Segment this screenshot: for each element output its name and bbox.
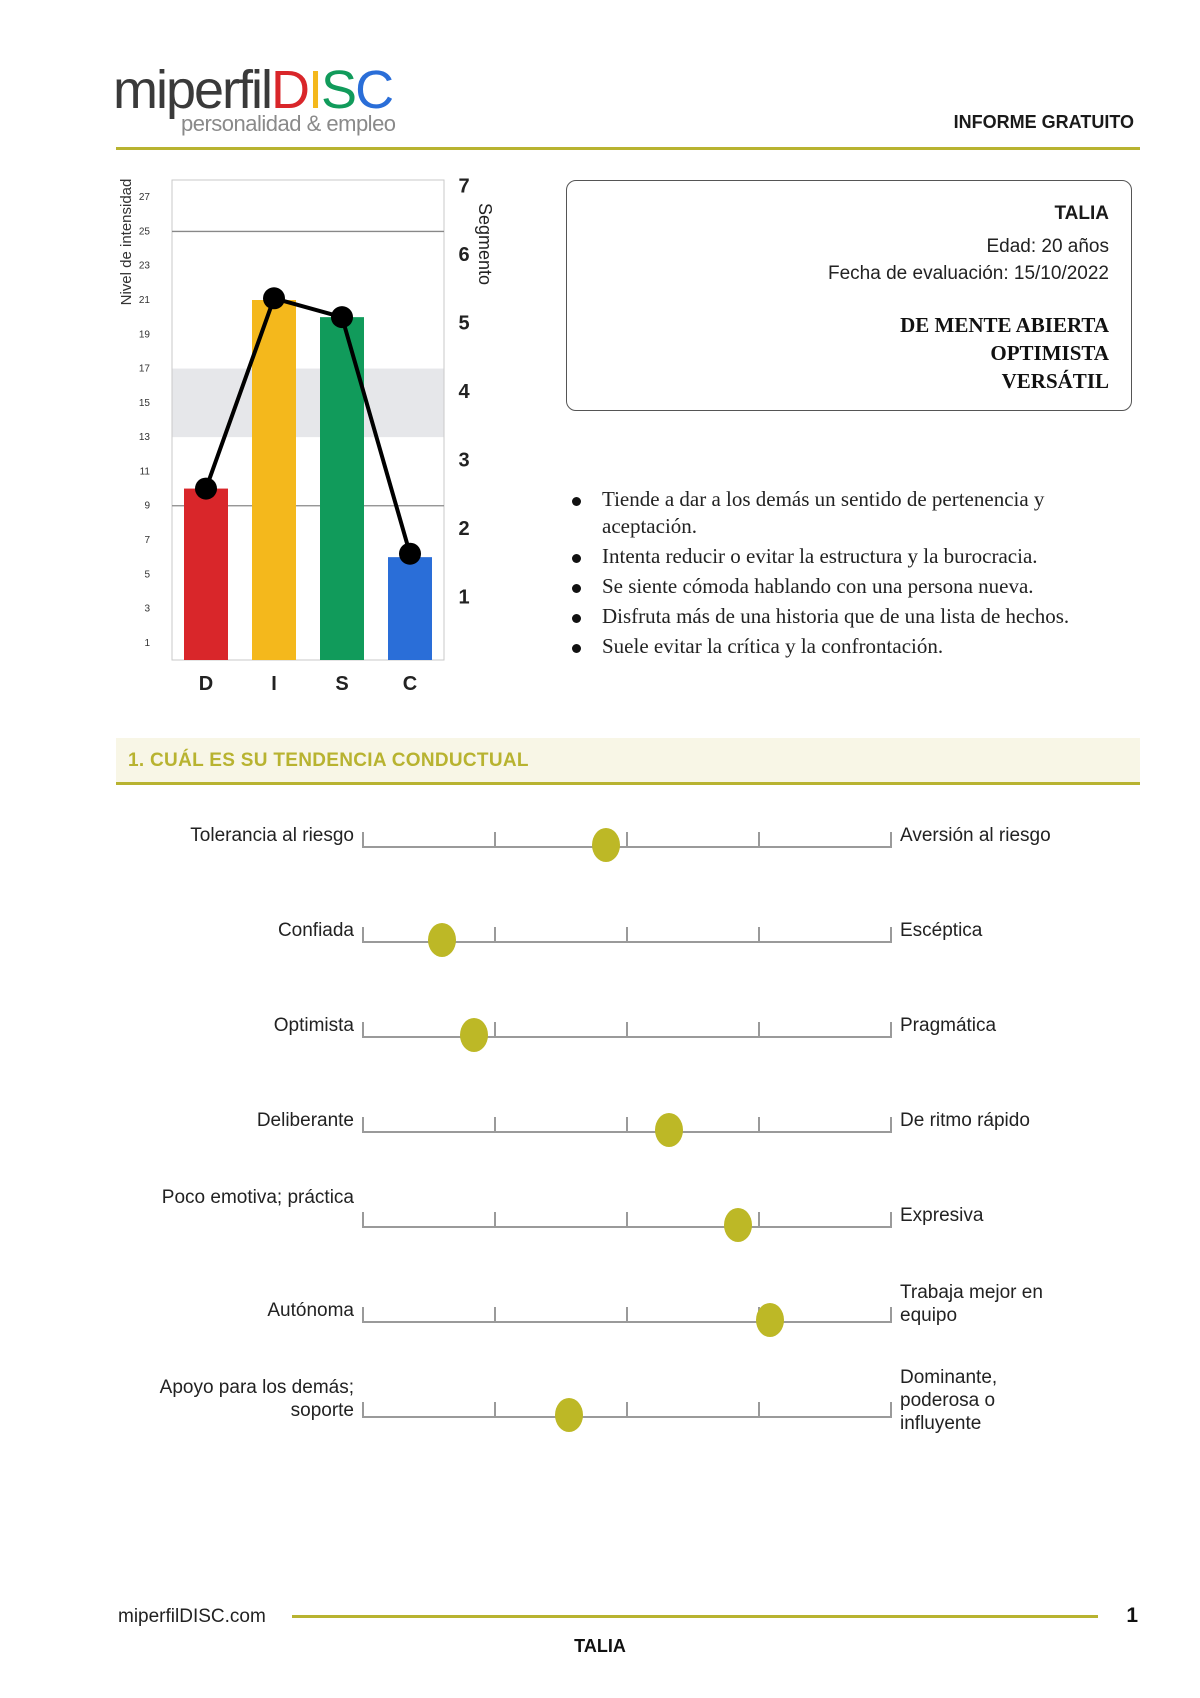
scale-right-label: Aversión al riesgo [900, 825, 1051, 846]
chart-segment-tick: 1 [458, 586, 470, 609]
section-divider [116, 782, 1140, 785]
scale-marker [756, 1303, 784, 1337]
scale-left-label: Tolerancia al riesgo [190, 825, 354, 846]
scale-right-label: Dominante, poderosa o influyente [900, 1367, 998, 1434]
brand-logo [113, 60, 413, 140]
scale-tick [758, 1402, 760, 1418]
chart-bar-d [184, 489, 228, 660]
scale-tick [362, 1307, 364, 1323]
scale-track [363, 828, 891, 848]
chart-bar-c [388, 557, 432, 660]
scale-tick [626, 927, 628, 943]
scale-tick [494, 1212, 496, 1228]
profile-name: TALIA [1054, 203, 1109, 224]
scale-tick [626, 1022, 628, 1038]
chart-y-tick: 17 [138, 363, 150, 375]
footer-name: TALIA [574, 1636, 626, 1656]
chart-segment-tick: 7 [458, 175, 470, 198]
scale-row [0, 915, 1200, 995]
scale-track [363, 1398, 891, 1418]
trait-item: DE MENTE ABIERTA [900, 313, 1109, 337]
bullet-item: Suele evitar la crítica y la confrontación. [566, 633, 1132, 660]
chart-segment-tick: 3 [458, 449, 470, 472]
profile-age: Edad: 20 años [986, 236, 1109, 257]
section-title: 1. CUÁL ES SU TENDENCIA CONDUCTUAL [128, 750, 529, 771]
chart-y-tick: 25 [138, 226, 150, 238]
scale-tick [890, 1307, 892, 1323]
scale-track [363, 1208, 891, 1228]
logo-letter-s: S [321, 60, 356, 120]
chart-y-tick: 13 [138, 432, 150, 444]
footer-divider [292, 1615, 1098, 1618]
scale-tick [890, 1117, 892, 1133]
bullet-item: Tiende a dar a los demás un sentido de pertenencia y aceptación. [566, 486, 1132, 540]
chart-y-tick: 21 [138, 295, 150, 306]
scale-track [363, 1018, 891, 1038]
chart-y2-label: Segmento [475, 202, 495, 286]
trait-item: VERSÁTIL [1001, 369, 1109, 393]
scale-tick [362, 832, 364, 848]
profile-traits [900, 311, 1109, 395]
scale-tick [890, 1402, 892, 1418]
scale-tick [758, 1212, 760, 1228]
chart-y-tick: 1 [144, 637, 150, 649]
chart-bar-i [252, 300, 296, 660]
bullet-item: Se siente cómoda hablando con una persona nueva. [566, 573, 1132, 600]
logo-letter-i: I [308, 60, 322, 120]
bullet-item: Disfruta más de una historia que de una lista de hechos. [566, 603, 1132, 630]
scale-tick [626, 832, 628, 848]
scale-tick [758, 832, 760, 848]
scale-right-label: Expresiva [900, 1205, 984, 1226]
chart-y-label: Nivel de intensidad [118, 178, 135, 306]
scale-left-label: Apoyo para los demás; soporte [159, 1377, 354, 1421]
chart-segment-tick: 6 [458, 243, 470, 266]
scale-marker [555, 1398, 583, 1432]
section-header [116, 738, 1140, 783]
bullet-dot-icon [572, 644, 581, 653]
chart-y-tick: 23 [138, 260, 150, 272]
chart-y-tick: 3 [144, 603, 150, 615]
bullet-dot-icon [572, 554, 581, 563]
chart-y-tick: 5 [144, 569, 150, 581]
scale-tick [494, 1402, 496, 1418]
scale-tick [494, 1307, 496, 1323]
profile-card [566, 180, 1132, 411]
disc-chart [114, 170, 544, 700]
chart-band [172, 369, 444, 438]
profile-evaluation-date: Fecha de evaluación: 15/10/2022 [828, 263, 1109, 284]
chart-y-tick: 7 [144, 535, 150, 546]
chart-y-tick: 15 [138, 397, 150, 409]
scale-tick [362, 1212, 364, 1228]
scale-track [363, 923, 891, 943]
scale-left-label: Autónoma [267, 1300, 354, 1321]
chart-x-tick: I [271, 673, 277, 695]
scale-right-label: Escéptica [900, 920, 983, 941]
chart-x-tick: S [335, 673, 349, 695]
chart-y-tick: 9 [144, 500, 150, 512]
chart-point [399, 543, 421, 565]
bullet-dot-icon [572, 614, 581, 623]
scale-tick [758, 927, 760, 943]
scale-track [363, 1113, 891, 1133]
scale-tick [758, 1022, 760, 1038]
scale-right-label: Trabaja mejor en equipo [900, 1282, 1043, 1326]
scale-tick [890, 832, 892, 848]
scale-marker [592, 828, 620, 862]
scale-tick [890, 1022, 892, 1038]
scale-tick [626, 1402, 628, 1418]
scale-tick [362, 1117, 364, 1133]
scale-left-label: Poco emotiva; práctica [161, 1187, 354, 1208]
scale-row [0, 820, 1200, 900]
chart-segment-tick: 5 [458, 312, 470, 335]
scale-tick [626, 1212, 628, 1228]
scale-tick [494, 832, 496, 848]
scale-right-label: Pragmática [900, 1015, 997, 1036]
scale-marker [655, 1113, 683, 1147]
behavior-scales [0, 820, 1200, 1500]
scale-tick [494, 1117, 496, 1133]
scale-marker [724, 1208, 752, 1242]
bullet-dot-icon [572, 584, 581, 593]
chart-x-tick: D [198, 673, 214, 695]
scale-left-label: Deliberante [256, 1110, 354, 1131]
logo-letter-c: C [355, 60, 393, 120]
behavior-bullets [566, 486, 1132, 663]
scale-tick [890, 927, 892, 943]
scale-row [0, 1010, 1200, 1090]
header-divider [116, 147, 1140, 150]
scale-tick [494, 927, 496, 943]
scale-row [0, 1367, 1200, 1470]
scale-tick [494, 1022, 496, 1038]
scale-tick [626, 1307, 628, 1323]
chart-segment-tick: 4 [458, 381, 470, 403]
scale-left-label: Optimista [273, 1015, 354, 1036]
scale-tick [362, 927, 364, 943]
logo-letter-d: D [271, 60, 309, 120]
chart-segment-tick: 2 [458, 518, 470, 541]
chart-point [263, 287, 285, 309]
chart-point [331, 306, 353, 328]
report-type: INFORME GRATUITO [953, 112, 1134, 132]
footer-site: miperfilDISC.com [118, 1606, 266, 1627]
scale-tick [758, 1117, 760, 1133]
scale-tick [362, 1402, 364, 1418]
bullet-dot-icon [572, 497, 581, 506]
logo-tagline: personalidad & empleo [181, 111, 396, 136]
page-number: 1 [1126, 1604, 1138, 1627]
chart-y-tick: 11 [139, 466, 150, 478]
scale-left-label: Confiada [277, 920, 354, 941]
bullet-item: Intenta reducir o evitar la estructura y la burocracia. [566, 543, 1132, 570]
logo-prefix: miperfil [113, 60, 272, 120]
scale-tick [890, 1212, 892, 1228]
chart-y-tick: 27 [138, 192, 150, 204]
scale-marker [460, 1018, 488, 1052]
scale-marker [428, 923, 456, 957]
scale-tick [362, 1022, 364, 1038]
scale-row [0, 1282, 1200, 1375]
trait-item: OPTIMISTA [990, 341, 1109, 365]
scale-row [0, 1105, 1200, 1185]
scale-right-label: De ritmo rápido [900, 1110, 1030, 1131]
chart-x-tick: C [402, 673, 418, 695]
scale-row [0, 1187, 1200, 1280]
chart-point [195, 478, 217, 500]
scale-track [363, 1303, 891, 1323]
scale-tick [626, 1117, 628, 1133]
chart-y-tick: 19 [138, 329, 150, 341]
